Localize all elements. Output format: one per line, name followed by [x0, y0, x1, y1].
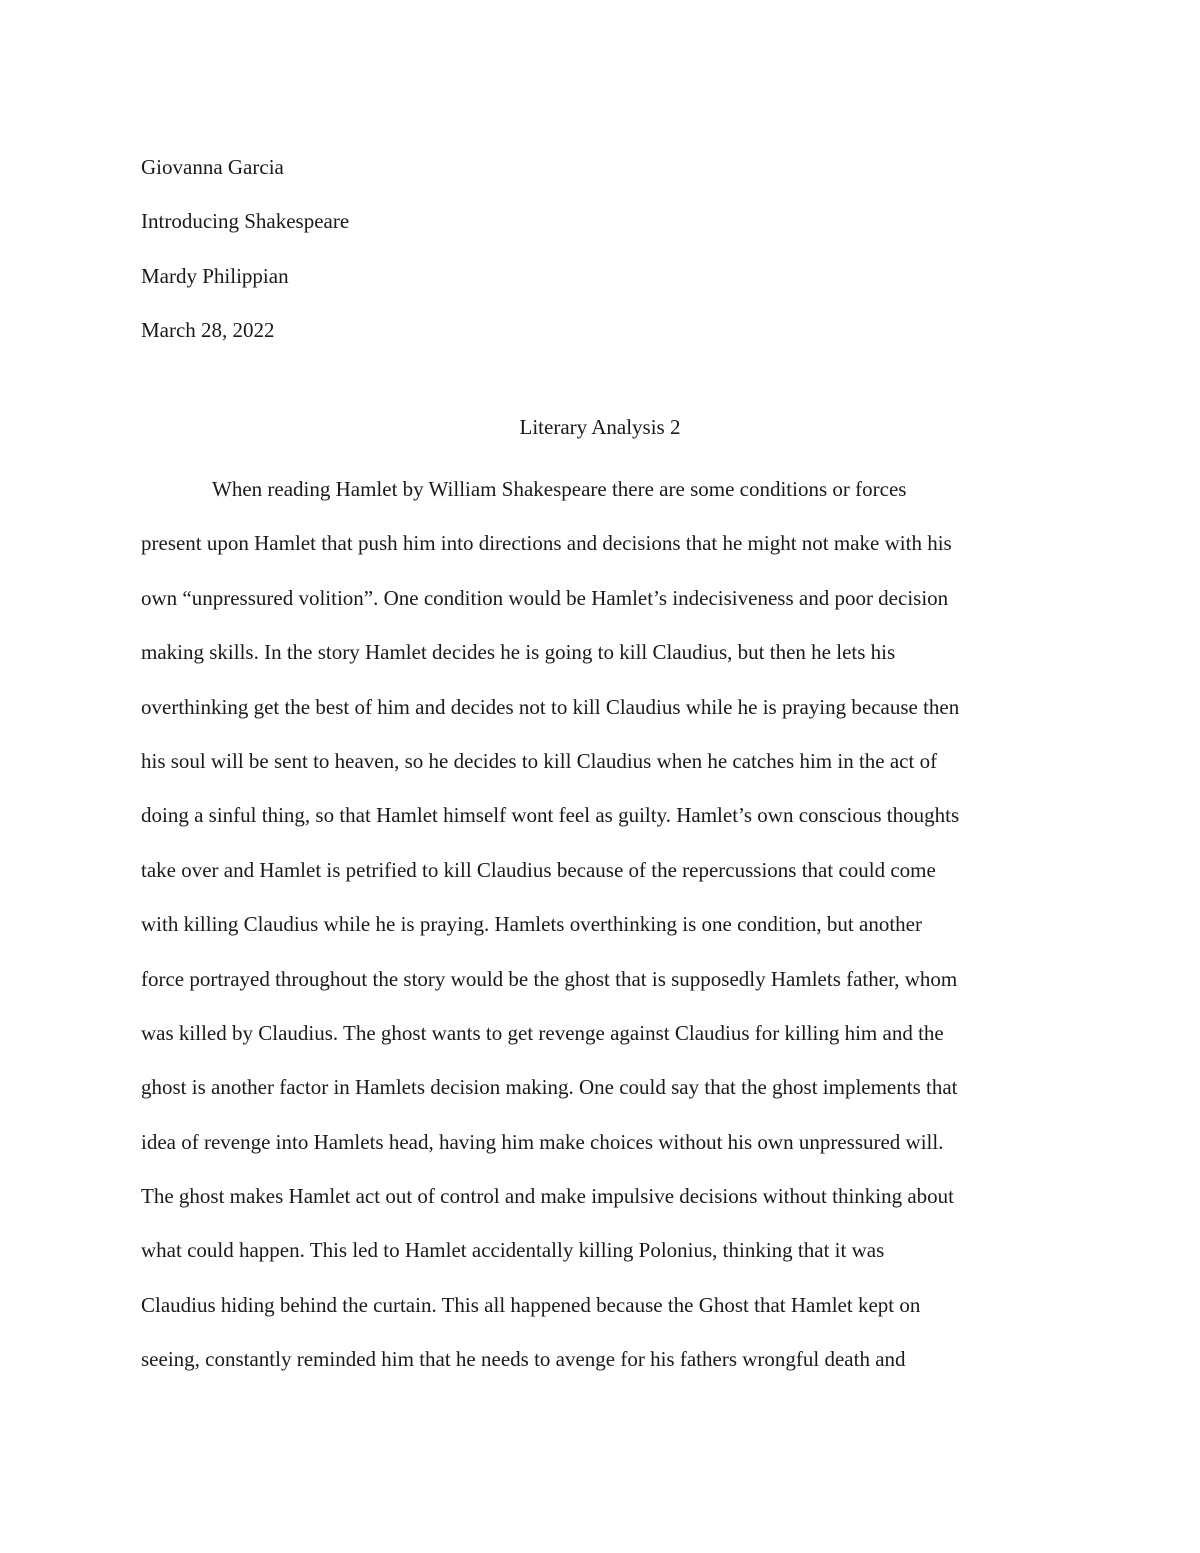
body-line: what could happen. This led to Hamlet accidentally killing Polonius, thinking that it was [141, 1238, 885, 1263]
body-line: Claudius hiding behind the curtain. This all happened because the Ghost that Hamlet kept on [141, 1292, 921, 1317]
body-line: force portrayed throughout the story would be the ghost that is supposedly Hamlets father, whom [141, 966, 958, 991]
body-line: with killing Claudius while he is praying. Hamlets overthinking is one condition, but another [141, 912, 922, 937]
body-line: ghost is another factor in Hamlets decision making. One could say that the ghost implements that [141, 1075, 958, 1100]
body-line: The ghost makes Hamlet act out of control and make impulsive decisions without thinking about [141, 1184, 955, 1209]
instructor-name: Mardy Philippian [141, 263, 289, 288]
course-name: Introducing Shakespeare [141, 209, 350, 234]
body-line: seeing, constantly reminded him that he needs to avenge for his fathers wrongful death and [141, 1347, 906, 1372]
document-title: Literary Analysis 2 [519, 415, 681, 439]
body-line: present upon Hamlet that push him into directions and decisions that he might not make with his [141, 531, 952, 556]
body-line: was killed by Claudius. The ghost wants to get revenge against Claudius for killing him and the [141, 1020, 944, 1045]
body-line: take over and Hamlet is petrified to kill Claudius because of the repercussions that could come [141, 857, 936, 882]
body-line: his soul will be sent to heaven, so he decides to kill Claudius when he catches him in the act of [141, 748, 938, 773]
body-line: doing a sinful thing, so that Hamlet himself wont feel as guilty. Hamlet’s own conscious thoughts [141, 803, 960, 828]
body-line: When reading Hamlet by William Shakespeare there are some conditions or forces [212, 477, 907, 501]
author-name: Giovanna Garcia [141, 155, 284, 179]
body-line: own “unpressured volition”. One condition would be Hamlet’s indecisiveness and poor decision [141, 585, 949, 610]
body-line: overthinking get the best of him and decides not to kill Claudius while he is praying because then [141, 694, 960, 719]
body-text [141, 462, 1071, 1387]
body-line: making skills. In the story Hamlet decides he is going to kill Claudius, but then he lets his [141, 640, 896, 665]
header-block [141, 140, 1041, 358]
document-date: March 28, 2022 [141, 318, 275, 343]
body-line: idea of revenge into Hamlets head, having him make choices without his own unpressured will. [141, 1129, 944, 1154]
